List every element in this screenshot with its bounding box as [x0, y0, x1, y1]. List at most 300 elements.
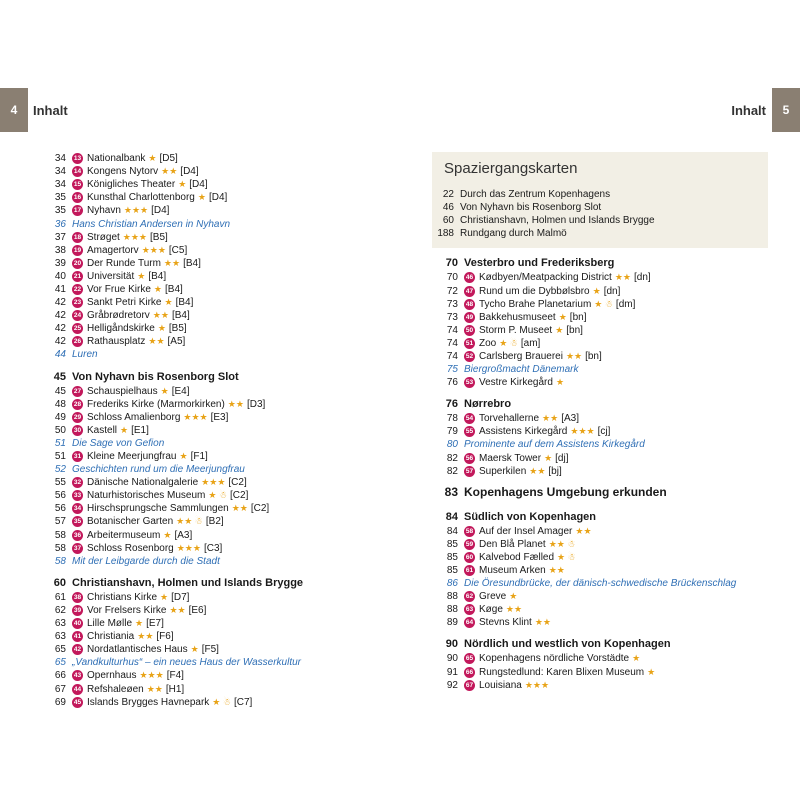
entry-title: Vor Frelsers Kirke — [87, 604, 167, 616]
page-number: 188 — [437, 228, 454, 240]
map-reference: [F1] — [190, 451, 208, 463]
toc-entry[interactable] — [432, 652, 768, 665]
map-reference: [cj] — [597, 426, 611, 438]
toc-entry[interactable] — [40, 152, 370, 165]
entry-title: Køge — [479, 604, 503, 616]
entry-title: Kopenhagens nördliche Vorstädte — [479, 653, 630, 665]
entry-title: Amagertorv — [87, 244, 139, 256]
entry-title: Rund um die Dybbølsbro — [479, 285, 590, 297]
sight-number-badge: 22 — [73, 285, 82, 293]
sight-number-badge: 58 — [465, 527, 474, 535]
toc-entry[interactable] — [40, 502, 370, 515]
page-number: 58 — [54, 529, 66, 541]
entry-title: Mit der Leibgarde durch die Stadt — [72, 555, 220, 567]
map-reference: [A3] — [561, 413, 579, 425]
toc-section[interactable] — [432, 256, 768, 271]
toc-entry[interactable] — [40, 398, 370, 411]
entry-title: Kødbyen/Meatpacking District — [479, 272, 612, 284]
map-reference: [E7] — [146, 618, 164, 630]
toc-entry[interactable] — [40, 542, 370, 555]
page-number: 49 — [54, 411, 66, 423]
toc-feature[interactable] — [40, 437, 370, 450]
toc-entry[interactable] — [40, 178, 370, 191]
page-number: 82 — [446, 452, 458, 464]
toc-entry[interactable] — [40, 424, 370, 437]
page-number: 60 — [53, 576, 66, 589]
entry-title: Rundgang durch Malmö — [460, 228, 567, 240]
page-number: 82 — [446, 465, 458, 477]
rating-stars-icon: ★★★ — [141, 244, 166, 255]
entry-title: Museum Arken — [479, 565, 546, 577]
toc-entry[interactable] — [432, 412, 768, 425]
toc-entry[interactable] — [432, 666, 768, 679]
entry-title: Greve — [479, 591, 507, 603]
rating-stars-icon: ★ — [592, 285, 601, 296]
sight-number-badge: 56 — [465, 454, 474, 462]
page-number: 85 — [446, 538, 458, 550]
entry-title: Rathausplatz — [87, 336, 146, 348]
map-reference: [C2] — [250, 503, 270, 515]
page-number: 89 — [446, 617, 458, 629]
map-reference: [D7] — [171, 591, 190, 603]
toc-feature[interactable] — [432, 577, 768, 590]
toc-feature[interactable] — [432, 363, 768, 376]
sight-number-badge: 35 — [73, 518, 82, 526]
sight-number-badge: 34 — [73, 505, 82, 513]
sight-number-badge: 31 — [73, 453, 82, 461]
sight-number-badge: 18 — [73, 233, 82, 241]
page-number: 65 — [54, 644, 66, 656]
rating-stars-icon: ★★★ — [176, 542, 201, 553]
rating-stars-icon: ★ — [135, 618, 144, 629]
rating-stars-icon: ★★★ — [123, 205, 149, 216]
toc-entry[interactable] — [40, 204, 370, 217]
map-reference: [C2] — [230, 490, 249, 502]
sight-number-badge: 59 — [465, 540, 474, 548]
toc-entry[interactable] — [432, 350, 768, 363]
rating-stars-icon: ★ — [148, 153, 157, 164]
page-number: 73 — [446, 311, 458, 323]
walking-map-item[interactable] — [432, 201, 768, 214]
entry-title: Helligåndskirke — [87, 323, 155, 335]
toc-entry[interactable] — [432, 590, 768, 603]
rating-stars-icon: ★★ — [565, 350, 583, 361]
entry-title: Nørrebro — [464, 398, 512, 411]
toc-section[interactable] — [40, 576, 370, 591]
page-number: 34 — [54, 179, 66, 191]
entry-title: Hirschsprungsche Sammlungen — [87, 503, 229, 515]
entry-title: Assistens Kirkegård — [479, 426, 568, 438]
sight-number-badge: 67 — [465, 681, 474, 689]
map-reference: [A5] — [167, 336, 186, 348]
page-number: 37 — [54, 231, 66, 243]
entry-title: Kastell — [87, 424, 118, 436]
sight-number-badge: 29 — [73, 413, 82, 421]
map-reference: [C5] — [168, 244, 188, 256]
toc-entry[interactable] — [40, 682, 370, 695]
toc-entry[interactable] — [40, 309, 370, 322]
map-reference: [C2] — [228, 477, 247, 489]
toc-entry[interactable] — [432, 551, 768, 564]
toc-left-column — [40, 152, 370, 709]
walking-map-item[interactable] — [432, 227, 768, 240]
rating-stars-icon: ★ — [544, 452, 553, 463]
sight-number-badge: 64 — [465, 619, 474, 627]
rating-stars-icon: ★★★ — [183, 411, 208, 422]
page-number: 52 — [54, 464, 66, 476]
rating-stars-icon: ★★★ — [570, 426, 595, 437]
toc-entry[interactable] — [432, 284, 768, 297]
rating-stars-icon: ★★ — [227, 398, 244, 409]
rating-stars-icon: ★ ☃ — [594, 298, 613, 309]
sight-number-badge: 38 — [73, 593, 82, 601]
map-reference: [B2] — [205, 516, 224, 528]
map-reference: [C7] — [233, 696, 253, 708]
rating-stars-icon: ★ — [558, 311, 567, 322]
walking-maps-box — [432, 152, 768, 248]
header-title-left: Inhalt — [33, 103, 68, 118]
entry-title: Storm P. Museet — [479, 324, 553, 336]
entry-title: Luren — [72, 349, 98, 361]
page-number: 36 — [54, 218, 66, 230]
entry-title: Frederiks Kirke (Marmorkirken) — [87, 398, 225, 410]
entry-title: Bakkehusmuseet — [479, 311, 556, 323]
rating-stars-icon: ★ — [509, 591, 518, 602]
sight-number-badge: 47 — [465, 287, 474, 295]
map-reference: [E1] — [131, 424, 149, 436]
sight-number-badge: 30 — [73, 426, 82, 434]
toc-entry[interactable] — [40, 617, 370, 630]
rating-stars-icon: ★★★ — [139, 670, 164, 681]
page-number: 55 — [54, 477, 66, 489]
entry-title: Schloss Amalienborg — [87, 411, 181, 423]
toc-entry[interactable] — [432, 324, 768, 337]
sight-number-badge: 52 — [465, 352, 474, 360]
walking-maps-title: Spaziergangskarten — [444, 160, 578, 177]
entry-title: Zoo — [479, 337, 497, 349]
rating-stars-icon: ★ — [160, 591, 169, 602]
rating-stars-icon: ★ ☃ — [499, 337, 518, 348]
entry-title: Dänische Nationalgalerie — [87, 477, 199, 489]
entry-title: Die Sage von Gefion — [72, 437, 165, 449]
page-number: 67 — [54, 683, 66, 695]
rating-stars-icon: ★★ — [152, 310, 169, 321]
toc-entry[interactable] — [432, 564, 768, 577]
page-number: 88 — [446, 604, 458, 616]
map-reference: [bn] — [569, 311, 587, 323]
page-number: 92 — [446, 679, 458, 691]
page-number: 79 — [446, 426, 458, 438]
map-reference: [C3] — [203, 542, 223, 554]
page-number: 50 — [54, 424, 66, 436]
page-number: 42 — [54, 323, 66, 335]
toc-entry[interactable] — [40, 165, 370, 178]
toc-entry[interactable] — [432, 538, 768, 551]
toc-entry[interactable] — [40, 696, 370, 709]
map-reference: [B4] — [183, 257, 201, 269]
entry-title: Durch das Zentrum Kopenhagens — [460, 189, 611, 201]
page-number: 86 — [446, 578, 458, 590]
entry-title: Nördlich und westlich von Kopenhagen — [464, 638, 671, 651]
page-number: 73 — [446, 298, 458, 310]
rating-stars-icon: ★★ — [505, 604, 523, 615]
toc-entry[interactable] — [40, 411, 370, 424]
sight-number-badge: 26 — [73, 338, 82, 346]
sight-number-badge: 32 — [73, 479, 82, 487]
rating-stars-icon: ★★ — [163, 257, 181, 268]
toc-feature[interactable] — [432, 438, 768, 451]
toc-section[interactable] — [432, 510, 768, 525]
toc-entry[interactable] — [40, 244, 370, 257]
map-reference: [D4] — [151, 205, 170, 217]
toc-entry[interactable] — [40, 450, 370, 463]
toc-entry[interactable] — [40, 604, 370, 617]
page-number: 62 — [54, 604, 66, 616]
entry-title: Arbeitermuseum — [87, 529, 161, 541]
toc-entry[interactable] — [40, 489, 370, 502]
sight-number-badge: 62 — [465, 593, 474, 601]
page-number: 45 — [54, 385, 66, 397]
toc-entry[interactable] — [40, 257, 370, 270]
entry-title: Rungstedlund: Karen Blixen Museum — [479, 666, 645, 678]
page-number: 63 — [54, 631, 66, 643]
sight-number-badge: 28 — [73, 400, 82, 408]
page-number: 34 — [54, 166, 66, 178]
page-number: 57 — [54, 516, 66, 528]
entry-title: Biergroßmacht Dänemark — [464, 364, 579, 376]
page-number: 63 — [54, 618, 66, 630]
rating-stars-icon: ★★★ — [122, 231, 148, 242]
sight-number-badge: 13 — [73, 155, 82, 163]
page-number: 91 — [446, 666, 458, 678]
entry-title: Südlich von Kopenhagen — [464, 510, 597, 523]
entry-title: Torvehallerne — [479, 413, 540, 425]
rating-stars-icon: ★★★ — [524, 679, 550, 690]
page-number: 75 — [446, 364, 458, 376]
rating-stars-icon: ★★ — [542, 413, 559, 424]
entry-title: Botanischer Garten — [87, 516, 174, 528]
page-number: 46 — [442, 202, 454, 214]
rating-stars-icon: ★ — [197, 192, 206, 203]
toc-entry[interactable] — [432, 337, 768, 350]
sight-number-badge: 14 — [73, 168, 82, 176]
page-number: 74 — [446, 350, 458, 362]
sight-number-badge: 42 — [73, 646, 82, 654]
rating-stars-icon: ★★ — [161, 166, 178, 177]
map-reference: [dn] — [633, 272, 651, 284]
toc-entry[interactable] — [40, 591, 370, 604]
entry-title: Nordatlantisches Haus — [87, 644, 188, 656]
toc-entry[interactable] — [40, 335, 370, 348]
rating-stars-icon: ★★ ☃ — [176, 516, 203, 527]
toc-entry[interactable] — [40, 515, 370, 528]
entry-title: Kalvebod Fælled — [479, 551, 555, 563]
toc-entry[interactable] — [432, 271, 768, 284]
rating-stars-icon: ★★ — [575, 525, 592, 536]
entry-title: Hans Christian Andersen in Nyhavn — [72, 218, 231, 230]
page-number: 76 — [446, 377, 458, 389]
entry-title: Opernhaus — [87, 670, 137, 682]
page-number: 42 — [54, 336, 66, 348]
sight-number-badge: 55 — [465, 428, 474, 436]
map-reference: [B4] — [171, 310, 190, 322]
toc-entry[interactable] — [40, 630, 370, 643]
page-number: 58 — [54, 555, 66, 567]
map-reference: [D4] — [180, 166, 199, 178]
toc-entry[interactable] — [40, 191, 370, 204]
rating-stars-icon: ★ — [190, 644, 199, 655]
toc-entry[interactable] — [40, 296, 370, 309]
entry-title: Superkilen — [479, 465, 527, 477]
page-number: 80 — [446, 439, 458, 451]
toc-section[interactable] — [40, 370, 370, 385]
sight-number-badge: 16 — [73, 194, 82, 202]
toc-feature[interactable] — [40, 348, 370, 361]
toc-entry[interactable] — [432, 298, 768, 311]
toc-entry[interactable] — [432, 425, 768, 438]
toc-feature[interactable] — [40, 463, 370, 476]
page-number: 35 — [54, 205, 66, 217]
entry-title: Kopenhagens Umgebung erkunden — [464, 485, 667, 500]
entry-title: Naturhistorisches Museum — [87, 490, 206, 502]
entry-title: Schloss Rosenborg — [87, 542, 174, 554]
page-number: 76 — [445, 398, 458, 411]
entry-title: Stevns Klint — [479, 617, 532, 629]
toc-entry[interactable] — [432, 465, 768, 478]
sight-number-badge: 60 — [465, 553, 474, 561]
entry-title: Gråbrødretorv — [87, 310, 150, 322]
toc-entry[interactable] — [40, 385, 370, 398]
sight-number-badge: 44 — [73, 685, 82, 693]
entry-title: Königliches Theater — [87, 179, 176, 191]
page-number: 34 — [54, 153, 66, 165]
sight-number-badge: 46 — [465, 274, 474, 282]
page-number: 35 — [54, 192, 66, 204]
toc-entry[interactable] — [40, 283, 370, 296]
page-number: 66 — [54, 670, 66, 682]
page-number: 84 — [446, 525, 458, 537]
page-number: 78 — [446, 413, 458, 425]
rating-stars-icon: ★★ — [146, 683, 163, 694]
page-number: 88 — [446, 591, 458, 603]
sight-number-badge: 19 — [73, 246, 82, 254]
toc-entry[interactable] — [432, 376, 768, 389]
toc-entry[interactable] — [40, 322, 370, 335]
toc-feature[interactable] — [40, 217, 370, 230]
page-number: 48 — [54, 398, 66, 410]
toc-section[interactable] — [432, 637, 768, 652]
page-number: 39 — [54, 257, 66, 269]
toc-entry[interactable] — [432, 525, 768, 538]
entry-title: Sankt Petri Kirke — [87, 297, 162, 309]
page-number: 44 — [54, 349, 66, 361]
toc-entry[interactable] — [432, 679, 768, 692]
walking-map-item[interactable] — [432, 214, 768, 227]
sight-number-badge: 24 — [73, 312, 82, 320]
toc-section[interactable] — [432, 397, 768, 412]
entry-title: „Vandkulturhus“ – ein neues Haus der Wasserkultur — [72, 657, 302, 669]
map-reference: [D5] — [159, 153, 178, 165]
entry-title: Vestre Kirkegård — [479, 377, 553, 389]
walking-map-item[interactable] — [432, 188, 768, 201]
map-reference: [E3] — [210, 411, 229, 423]
toc-entry[interactable] — [432, 616, 768, 629]
sight-number-badge: 36 — [73, 531, 82, 539]
toc-entry[interactable] — [40, 270, 370, 283]
sight-number-badge: 48 — [465, 300, 474, 308]
toc-entry[interactable] — [40, 643, 370, 656]
entry-title: Schauspielhaus — [87, 385, 158, 397]
rating-stars-icon: ★★ — [534, 617, 551, 628]
toc-entry[interactable] — [432, 452, 768, 465]
page-number: 41 — [54, 283, 66, 295]
entry-title: Lille Mølle — [87, 618, 133, 630]
page-number-tab-left — [0, 88, 28, 132]
rating-stars-icon: ★★ — [137, 631, 154, 642]
toc-entry[interactable] — [40, 669, 370, 682]
entry-title: Vor Frue Kirke — [87, 283, 151, 295]
rating-stars-icon: ★★ — [548, 565, 565, 576]
sight-number-badge: 54 — [465, 415, 474, 423]
toc-entry[interactable] — [432, 311, 768, 324]
page-number: 85 — [446, 565, 458, 577]
page-number: 85 — [446, 551, 458, 563]
rating-stars-icon: ★★ — [148, 336, 165, 347]
sight-number-badge: 43 — [73, 672, 82, 680]
entry-title: Von Nyhavn bis Rosenborg Slot — [460, 202, 602, 214]
map-reference: [B4] — [148, 270, 167, 282]
sight-number-badge: 53 — [465, 379, 474, 387]
sight-number-badge: 39 — [73, 606, 82, 614]
rating-stars-icon: ★ ☃ — [557, 551, 576, 562]
toc-entry[interactable] — [432, 603, 768, 616]
toc-chapter[interactable] — [432, 484, 768, 502]
toc-feature[interactable] — [40, 555, 370, 568]
page-number: 70 — [446, 272, 458, 284]
sight-number-badge: 25 — [73, 325, 82, 333]
page-number-right: 5 — [782, 103, 790, 117]
rating-stars-icon: ★ — [137, 270, 146, 281]
toc-entry[interactable] — [40, 231, 370, 244]
entry-title: Der Runde Turm — [87, 257, 161, 269]
sight-number-badge: 45 — [73, 698, 82, 706]
page-number: 42 — [54, 310, 66, 322]
rating-stars-icon: ★★★ — [201, 477, 226, 488]
sight-number-badge: 66 — [465, 668, 474, 676]
page-number: 74 — [446, 324, 458, 336]
entry-title: Universität — [87, 270, 135, 282]
map-reference: [F5] — [201, 644, 219, 656]
page-number: 60 — [442, 215, 454, 227]
entry-title: Christiania — [87, 631, 135, 643]
toc-entry[interactable] — [40, 529, 370, 542]
page-number: 56 — [54, 490, 66, 502]
page-number: 90 — [446, 653, 458, 665]
sight-number-badge: 49 — [465, 313, 474, 321]
rating-stars-icon: ★★ ☃ — [548, 538, 576, 549]
toc-entry[interactable] — [40, 476, 370, 489]
page-number: 56 — [54, 503, 66, 515]
entry-title: Nyhavn — [87, 205, 121, 217]
page-number: 90 — [445, 638, 458, 651]
sight-number-badge: 61 — [465, 567, 474, 575]
rating-stars-icon: ★ — [178, 179, 187, 190]
map-reference: [dm] — [615, 298, 636, 310]
toc-feature[interactable] — [40, 656, 370, 669]
map-reference: [bn] — [585, 350, 602, 362]
rating-stars-icon: ★ ☃ — [212, 696, 231, 707]
page-number: 40 — [54, 270, 66, 282]
